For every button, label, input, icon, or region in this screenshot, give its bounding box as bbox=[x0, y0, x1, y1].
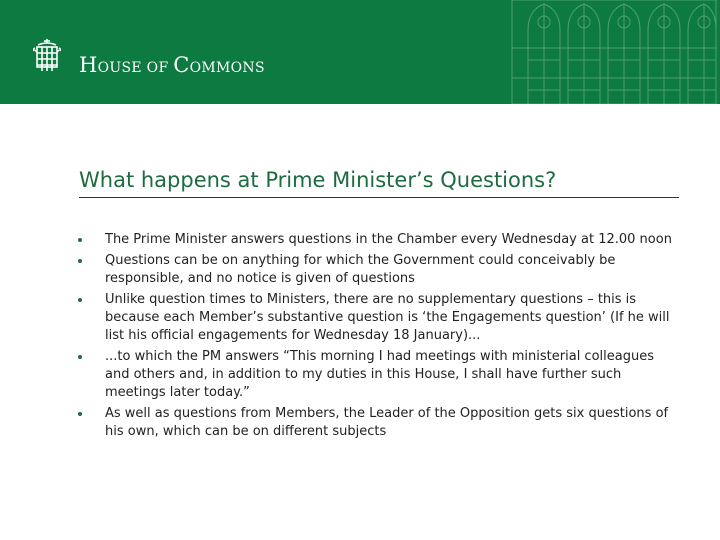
org-name-rest-commons: OMMONS bbox=[189, 60, 265, 76]
bullet-text: Unlike question times to Ministers, there are no supplementary questions – this is because each Member’s substantive question is ‘the Engagements question’ (If he will list his official engagements for Wednesday 18 January)... bbox=[105, 292, 670, 343]
bullet-item bbox=[78, 231, 678, 249]
slide-title: What happens at Prime Minister’s Questions? bbox=[79, 168, 557, 192]
bullet-dot-icon bbox=[78, 298, 82, 302]
bullet-item bbox=[78, 405, 678, 441]
bullet-text: ...to which the PM answers “This morning I had meetings with ministerial colleagues and others and, in addition to my duties in this House, I shall have further such meetings later today.” bbox=[105, 349, 654, 400]
bullet-dot-icon bbox=[78, 259, 82, 263]
header-banner bbox=[0, 0, 720, 104]
bullet-text: As well as questions from Members, the Leader of the Opposition gets six questions of his own, which can be on different subjects bbox=[105, 406, 669, 439]
bullet-item bbox=[78, 291, 678, 345]
bullet-list bbox=[78, 231, 678, 444]
bullet-item bbox=[78, 348, 678, 402]
bullet-item bbox=[78, 252, 678, 288]
org-name-rest-house: OUSE OF bbox=[97, 60, 174, 76]
portcullis-icon bbox=[33, 38, 61, 74]
bullet-text: The Prime Minister answers questions in the Chamber every Wednesday at 12.00 noon bbox=[105, 232, 672, 247]
bullet-dot-icon bbox=[78, 412, 82, 416]
org-name-initial-c: C bbox=[173, 53, 190, 77]
bullet-dot-icon bbox=[78, 238, 82, 242]
title-divider bbox=[79, 197, 679, 198]
gothic-window-art bbox=[508, 0, 720, 104]
org-name-initial-h: H bbox=[79, 53, 98, 77]
bullet-text: Questions can be on anything for which the Government could conceivably be responsible, and no notice is given of questions bbox=[105, 253, 616, 286]
bullet-dot-icon bbox=[78, 355, 82, 359]
org-name bbox=[79, 55, 265, 76]
